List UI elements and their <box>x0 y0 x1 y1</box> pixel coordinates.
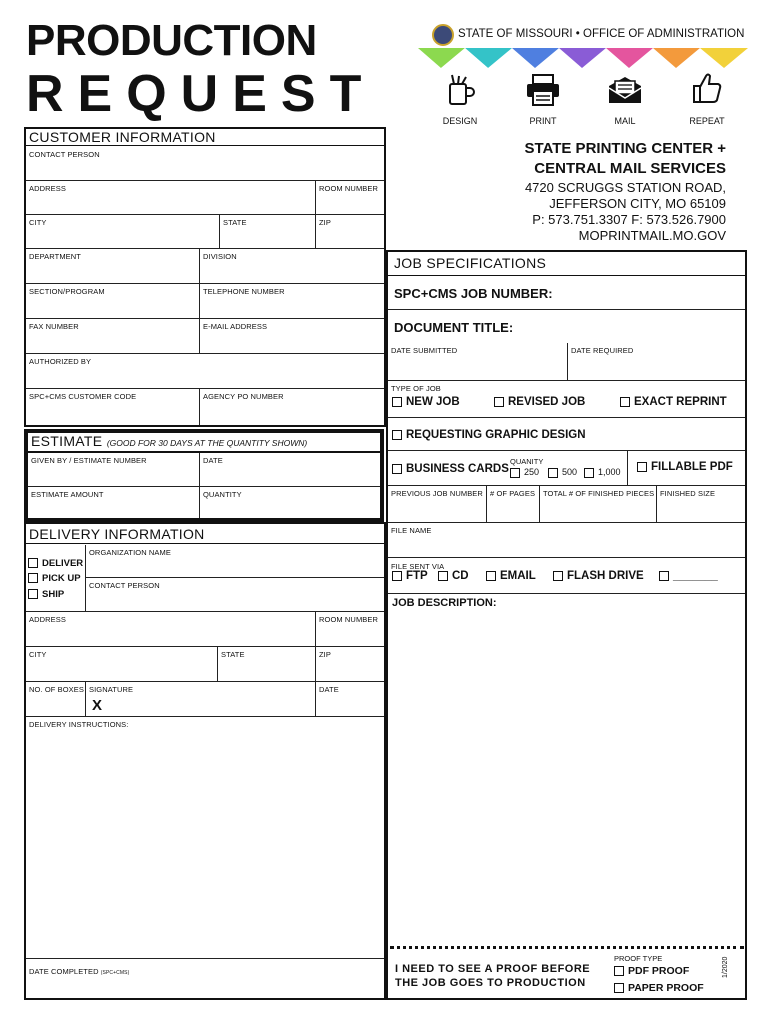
field-label: SIGNATURE <box>89 685 134 694</box>
field-label: ESTIMATE AMOUNT <box>31 490 104 499</box>
option-label: PAPER PROOF <box>628 982 704 994</box>
job-description-label: JOB DESCRIPTION: <box>392 597 497 609</box>
field-label: QUANTITY <box>203 490 242 499</box>
option-label: PDF PROOF <box>628 965 690 977</box>
field-label: FAX NUMBER <box>29 322 79 331</box>
qty-500-checkbox[interactable] <box>548 467 577 478</box>
option-label: 500 <box>562 467 578 477</box>
customer-section-title: CUSTOMER INFORMATION <box>29 129 216 145</box>
field-label: ADDRESS <box>29 184 66 193</box>
checkbox-icon[interactable] <box>486 571 496 581</box>
missouri-seal-icon <box>432 24 454 46</box>
state-field[interactable] <box>220 215 316 249</box>
section-divider <box>24 145 386 146</box>
field-label: ORGANIZATION NAME <box>89 548 171 557</box>
exact-reprint-checkbox[interactable] <box>620 396 727 408</box>
delivery-contact-field[interactable] <box>86 578 384 612</box>
estimate-note: (GOOD FOR 30 DAYS AT THE QUANTITY SHOWN) <box>106 438 308 448</box>
service-label-design: DESIGN <box>442 116 478 126</box>
checkbox-icon[interactable] <box>614 966 624 976</box>
service-label-mail: MAIL <box>614 116 636 126</box>
date-completed-field[interactable] <box>26 959 384 998</box>
thumbs-up-icon <box>692 72 722 104</box>
option-label: SHIP <box>42 589 65 600</box>
file-name-field[interactable] <box>388 523 745 558</box>
fillable-pdf-checkbox[interactable] <box>637 461 733 473</box>
paper-proof-checkbox[interactable] <box>614 982 704 994</box>
job-number-label: SPC+CMS JOB NUMBER: <box>394 286 553 301</box>
option-label: 250 <box>524 467 540 477</box>
field-label: # OF PAGES <box>490 489 536 498</box>
field-label: AGENCY PO NUMBER <box>203 392 284 401</box>
field-label: ROOM NUMBER <box>319 184 379 193</box>
print-icon <box>526 74 560 106</box>
proof-prompt-line1: I NEED TO SEE A PROOF BEFORE <box>395 963 591 975</box>
field-label: FINISHED SIZE <box>660 489 716 498</box>
ship-checkbox[interactable] <box>28 589 64 600</box>
signature-field[interactable] <box>86 682 316 717</box>
qty-250-checkbox[interactable] <box>510 467 539 478</box>
checkbox-icon[interactable] <box>392 571 402 581</box>
field-label: ROOM NUMBER <box>319 615 379 624</box>
delivery-section-title: DELIVERY INFORMATION <box>29 526 205 542</box>
option-label: FLASH DRIVE <box>567 570 644 582</box>
checkbox-icon[interactable] <box>548 468 558 478</box>
delivery-instructions-field[interactable] <box>26 717 384 959</box>
field-label: CITY <box>29 650 47 659</box>
option-label: DELIVER <box>42 558 84 569</box>
division-field[interactable] <box>200 249 384 284</box>
delivery-room-field[interactable] <box>316 612 384 647</box>
new-job-checkbox[interactable] <box>392 396 460 408</box>
org-phones: P: 573.751.3307 F: 573.526.7900 <box>532 212 726 227</box>
checkbox-icon[interactable] <box>438 571 448 581</box>
section-program-field[interactable] <box>26 284 200 319</box>
section-divider <box>24 543 386 544</box>
checkbox-icon[interactable] <box>392 430 402 440</box>
field-label: DATE <box>319 685 339 694</box>
option-label: FILLABLE PDF <box>651 461 733 473</box>
org-address-line1: 4720 SCRUGGS STATION ROAD, <box>524 180 726 195</box>
proof-type-label: PROOF TYPE <box>614 954 663 963</box>
job-number-field[interactable] <box>388 277 745 310</box>
checkbox-icon[interactable] <box>392 464 402 474</box>
pages-field[interactable] <box>487 486 540 523</box>
document-title-label: DOCUMENT TITLE: <box>394 320 514 335</box>
field-label: DATE SUBMITTED <box>391 346 458 355</box>
graphic-design-checkbox[interactable] <box>392 429 586 441</box>
deliver-checkbox[interactable] <box>28 558 83 569</box>
ftp-checkbox[interactable] <box>392 570 428 582</box>
option-label: CD <box>452 570 469 582</box>
banner-segment <box>559 48 606 68</box>
banner-segment <box>606 48 653 68</box>
qty-1000-checkbox[interactable] <box>584 467 621 478</box>
other-checkbox[interactable] <box>659 570 718 582</box>
business-cards-checkbox[interactable] <box>392 463 509 475</box>
checkbox-icon[interactable] <box>620 397 630 407</box>
checkbox-icon[interactable] <box>28 558 38 568</box>
checkbox-icon[interactable] <box>614 983 624 993</box>
contact-person-field[interactable] <box>26 147 384 181</box>
cd-checkbox[interactable] <box>438 570 469 582</box>
delivery-state-field[interactable] <box>218 647 316 682</box>
field-label: CONTACT PERSON <box>89 581 160 590</box>
revision-date: 1/2020 <box>722 956 729 978</box>
option-label: FTP <box>406 570 428 582</box>
checkbox-icon[interactable] <box>637 462 647 472</box>
banner-segment <box>512 48 559 68</box>
mail-icon <box>608 76 642 104</box>
field-label: GIVEN BY / ESTIMATE NUMBER <box>31 456 147 465</box>
org-name-line1: STATE PRINTING CENTER + <box>524 140 726 157</box>
field-label <box>29 967 129 976</box>
zip-field[interactable] <box>316 215 384 249</box>
option-label: EMAIL <box>500 570 536 582</box>
pdf-proof-checkbox[interactable] <box>614 965 689 977</box>
field-label: TYPE OF JOB <box>391 384 441 393</box>
total-pieces-field[interactable] <box>540 486 657 523</box>
field-label: ADDRESS <box>29 615 66 624</box>
form-title-line2: REQUEST <box>26 65 376 123</box>
estimate-quantity-field[interactable] <box>200 487 380 518</box>
job-section-title: JOB SPECIFICATIONS <box>394 255 547 271</box>
service-label-repeat: REPEAT <box>689 116 725 126</box>
checkbox-icon[interactable] <box>494 397 504 407</box>
option-label: REVISED JOB <box>508 396 586 408</box>
option-label: NEW JOB <box>406 396 460 408</box>
option-label: 1,000 <box>598 467 621 477</box>
city-field[interactable] <box>26 215 220 249</box>
checkbox-icon[interactable] <box>28 589 38 599</box>
date-required-field[interactable] <box>568 343 745 381</box>
field-label: DATE <box>203 456 223 465</box>
flash-drive-checkbox[interactable] <box>553 570 644 582</box>
quantity-label: QUANITY <box>510 457 544 466</box>
form-title-line1: PRODUCTION <box>26 16 317 65</box>
field-label: STATE <box>223 218 247 227</box>
previous-job-field[interactable] <box>388 486 487 523</box>
room-number-field[interactable] <box>316 181 384 215</box>
field-label: TOTAL # OF FINISHED PIECES <box>543 489 655 498</box>
option-label: REQUESTING GRAPHIC DESIGN <box>406 429 586 441</box>
finished-size-field[interactable] <box>657 486 745 523</box>
agency-line: STATE OF MISSOURI • OFFICE OF ADMINISTRATION <box>458 28 745 40</box>
field-label: DATE REQUIRED <box>571 346 634 355</box>
pickup-checkbox[interactable] <box>28 573 81 584</box>
org-address-line2: JEFFERSON CITY, MO 65109 <box>549 196 726 211</box>
field-label: ZIP <box>319 650 331 659</box>
estimate-given-by-field[interactable] <box>28 453 200 487</box>
estimate-section-title: ESTIMATE <box>31 433 103 449</box>
field-label: PREVIOUS JOB NUMBER <box>391 489 483 498</box>
field-label: CONTACT PERSON <box>29 150 100 159</box>
design-icon <box>446 74 476 106</box>
field-label: E-MAIL ADDRESS <box>203 322 268 331</box>
field-label: FILE NAME <box>391 526 432 535</box>
document-title-field[interactable] <box>388 310 745 343</box>
authorized-by-field[interactable] <box>26 354 384 389</box>
estimate-date-field[interactable] <box>200 453 380 487</box>
checkbox-icon[interactable] <box>584 468 594 478</box>
address-field[interactable] <box>26 181 316 215</box>
field-label: NO. OF BOXES <box>29 685 84 694</box>
option-label: EXACT REPRINT <box>634 396 727 408</box>
email-field[interactable] <box>200 319 384 354</box>
delivery-address-field[interactable] <box>26 612 316 647</box>
delivery-date-field[interactable] <box>316 682 384 717</box>
field-label: AUTHORIZED BY <box>29 357 92 366</box>
field-label: ZIP <box>319 218 331 227</box>
email-checkbox[interactable] <box>486 570 536 582</box>
checkbox-icon[interactable] <box>553 571 563 581</box>
delivery-city-field[interactable] <box>26 647 218 682</box>
option-label: PICK UP <box>42 573 81 584</box>
checkbox-icon[interactable] <box>28 573 38 583</box>
banner-segment <box>700 48 748 68</box>
option-label: _______ <box>673 570 718 582</box>
date-completed-note: (SPC+CMS) <box>100 970 130 976</box>
date-submitted-field[interactable] <box>388 343 568 381</box>
proof-prompt-line2: THE JOB GOES TO PRODUCTION <box>395 977 586 989</box>
proof-divider <box>390 946 744 949</box>
agency-po-field[interactable] <box>200 389 384 425</box>
field-label: DIVISION <box>203 252 237 261</box>
option-label: BUSINESS CARDS <box>406 463 509 475</box>
telephone-field[interactable] <box>200 284 384 319</box>
revised-job-checkbox[interactable] <box>494 396 585 408</box>
estimate-amount-field[interactable] <box>28 487 200 518</box>
service-label-print: PRINT <box>529 116 557 126</box>
field-label: TELEPHONE NUMBER <box>203 287 285 296</box>
checkbox-icon[interactable] <box>659 571 669 581</box>
banner-segment <box>653 48 700 68</box>
color-banner <box>418 48 748 70</box>
checkbox-icon[interactable] <box>392 397 402 407</box>
job-description-field[interactable] <box>388 594 745 944</box>
field-label: STATE <box>221 650 245 659</box>
date-completed-label: DATE COMPLETED <box>29 967 99 976</box>
checkbox-icon[interactable] <box>510 468 520 478</box>
customer-code-field[interactable] <box>26 389 200 425</box>
field-label: DELIVERY INSTRUCTIONS: <box>29 720 129 729</box>
org-website: MOPRINTMAIL.MO.GOV <box>578 228 726 243</box>
section-divider <box>386 275 747 276</box>
org-name-line2: CENTRAL MAIL SERVICES <box>534 160 726 177</box>
field-label: SECTION/PROGRAM <box>29 287 105 296</box>
field-label: SPC+CMS CUSTOMER CODE <box>29 392 137 401</box>
organization-name-field[interactable] <box>86 545 384 578</box>
field-label: FILE SENT VIA <box>391 562 445 571</box>
field-label: CITY <box>29 218 47 227</box>
estimate-title-row <box>31 433 307 451</box>
delivery-zip-field[interactable] <box>316 647 384 682</box>
boxes-field[interactable] <box>26 682 86 717</box>
department-field[interactable] <box>26 249 200 284</box>
fax-field[interactable] <box>26 319 200 354</box>
field-label: DEPARTMENT <box>29 252 81 261</box>
signature-mark: X <box>92 697 103 714</box>
